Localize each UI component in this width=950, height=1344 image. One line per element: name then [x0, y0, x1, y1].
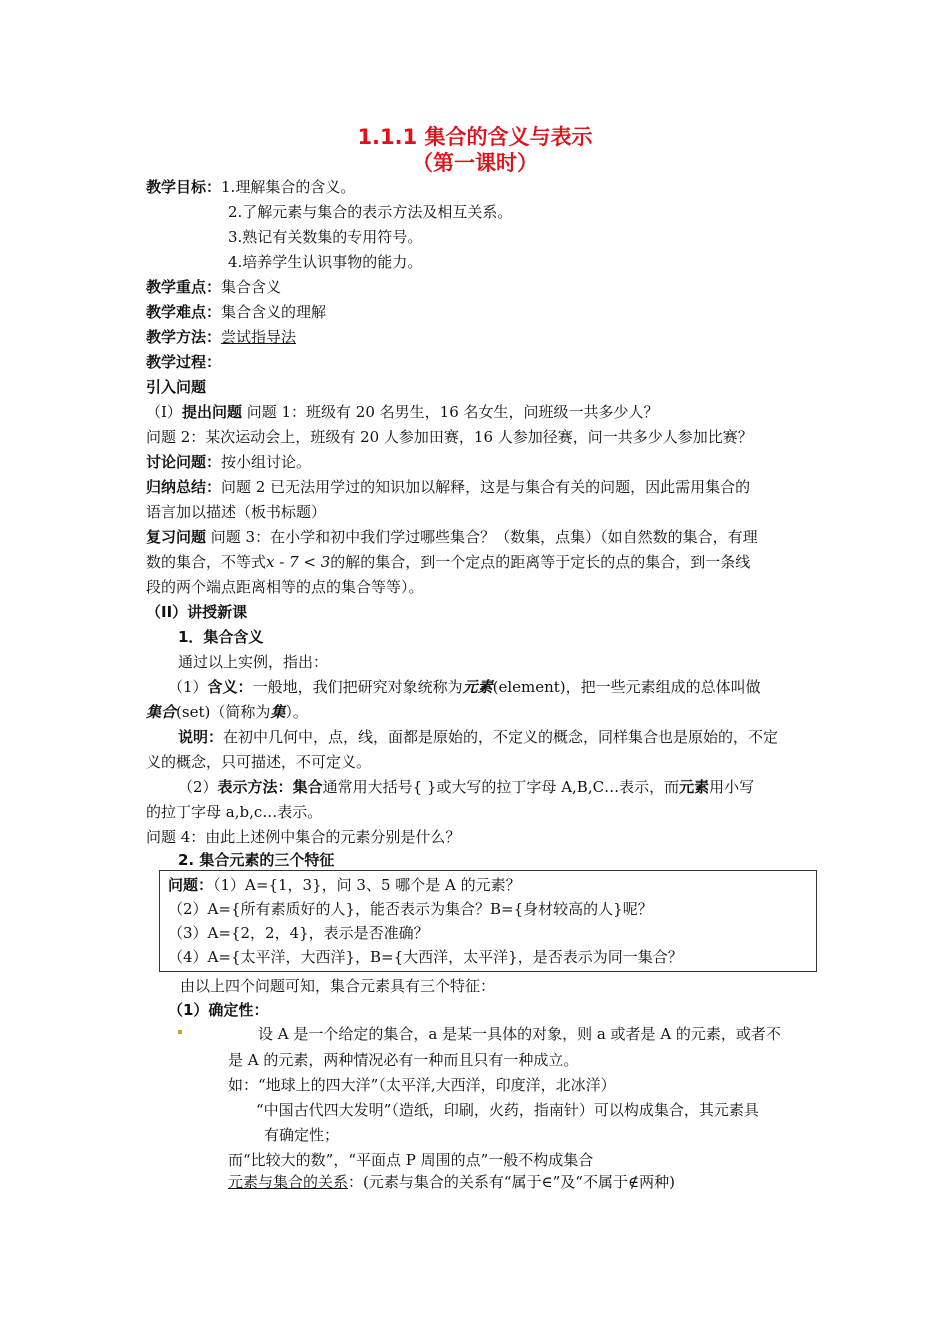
review-text-2b: 的解的集合，到一个定点的距离等于定长的点的集合，到一条线	[330, 553, 751, 571]
question-2: 问题 2：某次运动会上，班级有 20 人参加田赛，16 人参加径赛，问一共多少人参加比赛？	[146, 428, 753, 446]
example-1: 如：“地球上的四大洋”（太平洋,大西洋，印度洋，北冰洋）	[228, 1076, 616, 1094]
repr-text-2: 用小写	[709, 778, 755, 796]
definition-line-1	[168, 677, 761, 697]
determinacy-heading: （1）确定性：	[168, 1001, 269, 1019]
q1-text: 问题 1：班级有 20 名男生，16 名女生，问班级一共多少人？	[241, 403, 659, 421]
goal-item-1: 1.理解集合的含义。	[221, 178, 356, 196]
process-label: 教学过程：	[146, 353, 222, 371]
repr-prefix: （2）	[178, 778, 218, 796]
note-line-1	[178, 727, 778, 747]
after-box-text: 由以上四个问题可知，集合元素具有三个特征：	[180, 977, 496, 995]
section-1-intro: 通过以上实例，指出：	[178, 653, 329, 671]
goal-item-2: 2.了解元素与集合的表示方法及相互关系。	[228, 203, 513, 221]
def-text-1: 一般地，我们把研究对象统称为	[252, 678, 463, 696]
part2-label: （II）讲授新课	[146, 603, 248, 621]
summary-line-1	[146, 477, 750, 497]
review-text-1: 问题 3：在小学和初中我们学过哪些集合？（数集，点集）（如自然数的集合，有理	[206, 528, 758, 546]
q1-prefix: （I）	[146, 403, 182, 421]
determinacy-text-2: 是 A 的元素，两种情况必有一种而且只有一种成立。	[228, 1051, 579, 1069]
relation-text: ：(元素与集合的关系有“属于∈”及“不属于∉两种)	[348, 1173, 675, 1191]
question-4: 问题 4：由此上述例中集合的元素分别是什么？	[146, 828, 461, 846]
discuss-text: 按小组讨论。	[221, 453, 312, 471]
key-point-line	[146, 277, 281, 297]
goal-item-3: 3.熟记有关数集的专用符号。	[228, 228, 423, 246]
key-point-text: 集合含义	[221, 278, 282, 296]
method-line	[146, 327, 296, 347]
page-subtitle: （第一课时）	[412, 151, 538, 175]
goal-item-4: 4.培养学生认识事物的能力。	[228, 253, 423, 271]
box-q2: （2）A={所有素质好的人}，能否表示为集合？B={身材较高的人}呢？	[168, 900, 653, 918]
determinacy-text-1: 设 A 是一个给定的集合，a 是某一具体的对象，则 a 或者是 A 的元素，或者不	[258, 1025, 781, 1043]
box-line-1	[168, 875, 521, 895]
box-q3: （3）A={2，2，4}，表示是否准确？	[168, 924, 429, 942]
difficulty-label: 教学难点：	[146, 303, 222, 321]
box-label: 问题：	[168, 876, 214, 894]
representation-line-2: 的拉丁字母 a,b,c…表示。	[146, 803, 323, 821]
question-1	[146, 402, 659, 422]
definition-line-2	[146, 702, 308, 722]
inequality-math: x - 7 < 3	[266, 553, 331, 571]
review-line-2	[146, 552, 750, 572]
repr-text-1: 通常用大括号{ }或大写的拉丁字母 A,B,C…表示，而	[322, 778, 680, 796]
def-text-3: (set)（简称为	[176, 703, 271, 721]
review-label: 复习问题	[146, 528, 207, 546]
section-2-heading: 2. 集合元素的三个特征	[178, 851, 335, 869]
note-text-1: 在初中几何中，点，线，面都是原始的，不定义的概念，同样集合也是原始的，不定	[223, 728, 779, 746]
repr-label: 表示方法：	[217, 778, 293, 796]
goals-line-1	[146, 177, 355, 197]
q1-label: 提出问题	[181, 403, 242, 421]
example-2b: 有确定性；	[264, 1126, 340, 1144]
method-label: 教学方法：	[146, 328, 222, 346]
method-text: 尝试指导法	[221, 328, 297, 346]
review-line-3: 段的两个端点距离相等的点的集合等等）。	[146, 578, 424, 596]
summary-line-2: 语言加以描述（板书标题）	[146, 503, 327, 521]
element-term: 元素	[462, 678, 493, 696]
box-q1: （1）A={1，3}，问 3、5 哪个是 A 的元素？	[213, 876, 521, 894]
summary-label: 归纳总结：	[146, 478, 222, 496]
relation-line	[228, 1172, 675, 1192]
goals-label: 教学目标：	[146, 178, 222, 196]
discuss-line	[146, 452, 311, 472]
example-3: 而“比较大的数”，“平面点 P 周围的点”一般不构成集合	[228, 1151, 594, 1169]
note-line-2: 义的概念，只可描述，不可定义。	[146, 753, 372, 771]
example-2a: “中国古代四大发明”（造纸，印刷，火药，指南针）可以构成集合，其元素具	[256, 1101, 759, 1119]
note-label: 说明：	[178, 728, 224, 746]
relation-label: 元素与集合的关系	[228, 1173, 349, 1191]
bullet-dot	[178, 1030, 182, 1034]
summary-text-1: 问题 2 已无法用学过的知识加以解释，这是与集合有关的问题，因此需用集合的	[221, 478, 751, 496]
difficulty-text: 集合含义的理解	[221, 303, 327, 321]
set-short-term: 集	[270, 703, 286, 721]
key-point-label: 教学重点：	[146, 278, 222, 296]
def-label: 含义：	[207, 678, 253, 696]
def-text-2: (element)，把一些元素组成的总体叫做	[492, 678, 761, 696]
section-1-heading: 1．集合含义	[178, 628, 264, 646]
box-q4: （4）A={太平洋，大西洋}，B={大西洋，太平洋}，是否表示为同一集合？	[168, 948, 683, 966]
set-term: 集合	[146, 703, 177, 721]
review-line-1	[146, 527, 758, 547]
def-text-4: ）。	[285, 703, 308, 721]
discuss-label: 讨论问题：	[146, 453, 222, 471]
review-text-2a: 数的集合，不等式	[146, 553, 267, 571]
def-prefix: （1）	[168, 678, 208, 696]
page-title: 1.1.1 集合的含义与表示	[357, 125, 593, 149]
difficulty-line	[146, 302, 326, 322]
repr-element-word: 元素	[679, 778, 710, 796]
representation-line-1	[178, 777, 754, 797]
repr-set-word: 集合	[292, 778, 323, 796]
intro-label: 引入问题	[146, 378, 207, 396]
